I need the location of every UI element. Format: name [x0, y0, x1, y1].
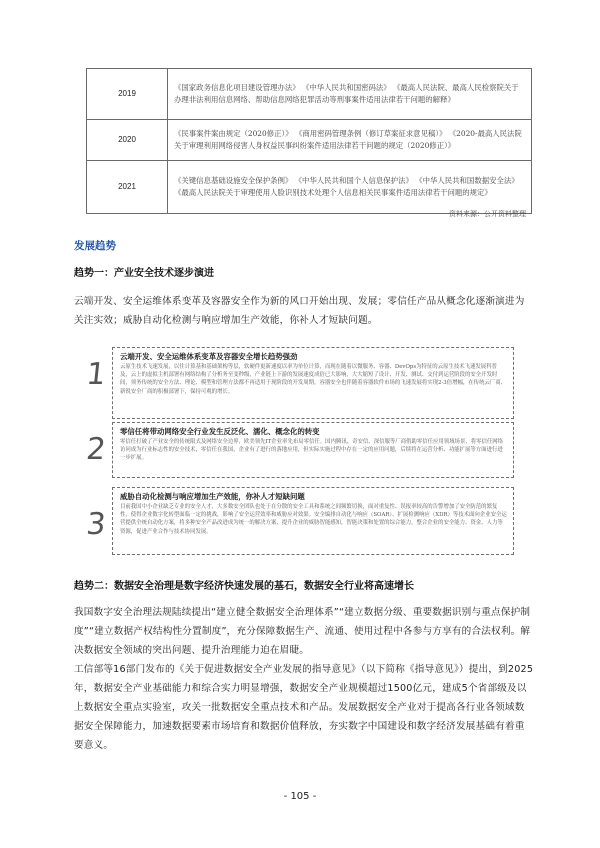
source-note: 资料来源：公开资料整理	[449, 210, 526, 218]
trend2-heading: 趋势二：数据安全治理是数字经济快速发展的基石，数据安全行业将高速增长	[74, 581, 414, 592]
trend-box-title: 云端开发、安全运维体系变革及容器安全增长趋势强劲	[120, 352, 298, 361]
section-title: 发展趋势	[74, 240, 116, 252]
trend-box	[112, 422, 514, 478]
table-row	[87, 120, 532, 161]
table-row	[87, 69, 532, 120]
trend-box	[112, 347, 514, 419]
page-number: - 105 -	[283, 791, 317, 802]
laws-cell: 《关键信息基础设施安全保护条例》 《中华人民共和国个人信息保护法》 《中华人民共和国数据安全法》 《最高人民法院关于审理使用人脸识别技术处理个人信息相关民事案件适用法律若干问题的规定》	[168, 161, 532, 214]
trend-box-body: 云原生技术飞速发展，以往计算基和基础架构等层，软硬件更新速度以率为单位计算，而现在随着以微服务、容器、DevOps为特征的云原生技术飞速发展科普及，云上的虚拟主机部署有网络结构了分析务至变秒级，产业链上下游的发展速度成倍已大影响，大大缩短了设计、开发、测试、交付到运营阶段的安全开发时间，须务传统的安全方法、理论、模型和管理方法都不再适用于现阶段的开发周期。容器安全也伴随着容器软件市场的飞速发展将实现2-3倍增幅，在传统云厂商、新锐安全厂商的积极部署下，保持可观的增长。	[120, 364, 507, 395]
year-cell: 2020	[87, 120, 168, 161]
year-cell: 2021	[87, 161, 168, 214]
regulations-table	[86, 68, 532, 214]
trend-number: 2	[84, 432, 108, 467]
laws-cell: 《国家政务信息化项目建设管理办法》 《中华人民共和国密码法》 《最高人民法院、最高人民检察院关于办理非法利用信息网络、帮助信息网络犯罪活动等刑事案件适用法律若干问题的解释》	[168, 69, 532, 120]
trend1-heading: 趋势一：产业安全技术逐步演进	[74, 268, 214, 279]
trend-box-title: 零信任将带动网络安全行业发生反泛化、濡化、概念化的转变	[120, 427, 320, 436]
table-row	[87, 161, 532, 214]
trend-box-body: 目前我国中小企业缺乏专业的安全人才，大多数安全团队也处于在分散的安全工具和系统之间频繁切换，面对重复性、误报率较高的告警增加了安全防范的繁复性，使得企业数字化转型面临一定的挑战，影响了安全运营效率和威胁应对效果。安全编排自动化与响应（SOAR）、扩展检测响应（XDR）等技术面向企业安全运营提供全统自动化方案，将多种安全产品改进成为统一的解决方案，提升企业的威胁智能感知，智能决策和处置的综合能力，整合企业的安全能力、资金、人力等资源，促进产业合作与技术协同发展。	[120, 504, 507, 535]
year-cell: 2019	[87, 69, 168, 120]
trend-number: 1	[84, 357, 108, 392]
trend-number: 3	[84, 507, 108, 542]
trend-box-body: 零信任打破了产业安全的传统限式及网络安全边界，欧美领先IT企业率先布局零信任。国内腾讯、奇安信、深信服等厂商借助零信任应用领域场景，将零信任网络访问成为行业标志性的安全技术，零信任在我国，企业有了进行的落地应用，但实际实施过程中存在一定的应用问题，后续将在运营分析、功能扩展等方面进行进一步扩展。	[120, 439, 504, 462]
trend-boxes	[84, 347, 520, 557]
trend2-paragraph-1: 我国数字安全治理法规陆续提出“建立健全数据安全治理体系”“建立数据分级、重要数据识别与重点保护制度”“建立数据产权结构性分置制度”，充分保障数据生产、流通、使用过程中各参与方享有的合法权利。解决数据安全领域的突出问题、提升治理能力迫在眉睫。	[74, 607, 531, 656]
trend-box	[112, 487, 514, 555]
trend2-paragraph-2: 工信部等16部门发布的《关于促进数据安全产业发展的指导意见》（以下简称《指导意见》）提出，到2025年，数据安全产业基础能力和综合实力明显增强，数据安全产业规模超过1500亿元，建成5个省部级及以上数据安全重点实验室，攻关一批数据安全重点技术和产品。发展数据安全产业对于提高各行业各领域数据安全保障能力，加速数据要素市场培育和数据价值释放，夯实数字中国建设和数字经济发展基础有着重要意义。	[74, 664, 534, 751]
trend-box-title: 威胁自动化检测与响应增加生产效能，你补人才短缺问题	[120, 492, 305, 501]
trend1-intro: 云端开发、安全运维体系变革及容器安全作为新的风口开始出现、发展；零信任产品从概念化逐渐演进为关注实效；威胁自动化检测与响应增加生产效能，你补人才短缺问题。	[74, 296, 525, 326]
laws-cell: 《民事案件案由规定（2020修正）》 《商用密码管理条例（修订草案征求意见稿）》 《2020-最高人民法院关于审理利用网络侵害人身权益民事纠纷案件适用法律若干问题的规定（2020修正）》	[168, 120, 532, 161]
